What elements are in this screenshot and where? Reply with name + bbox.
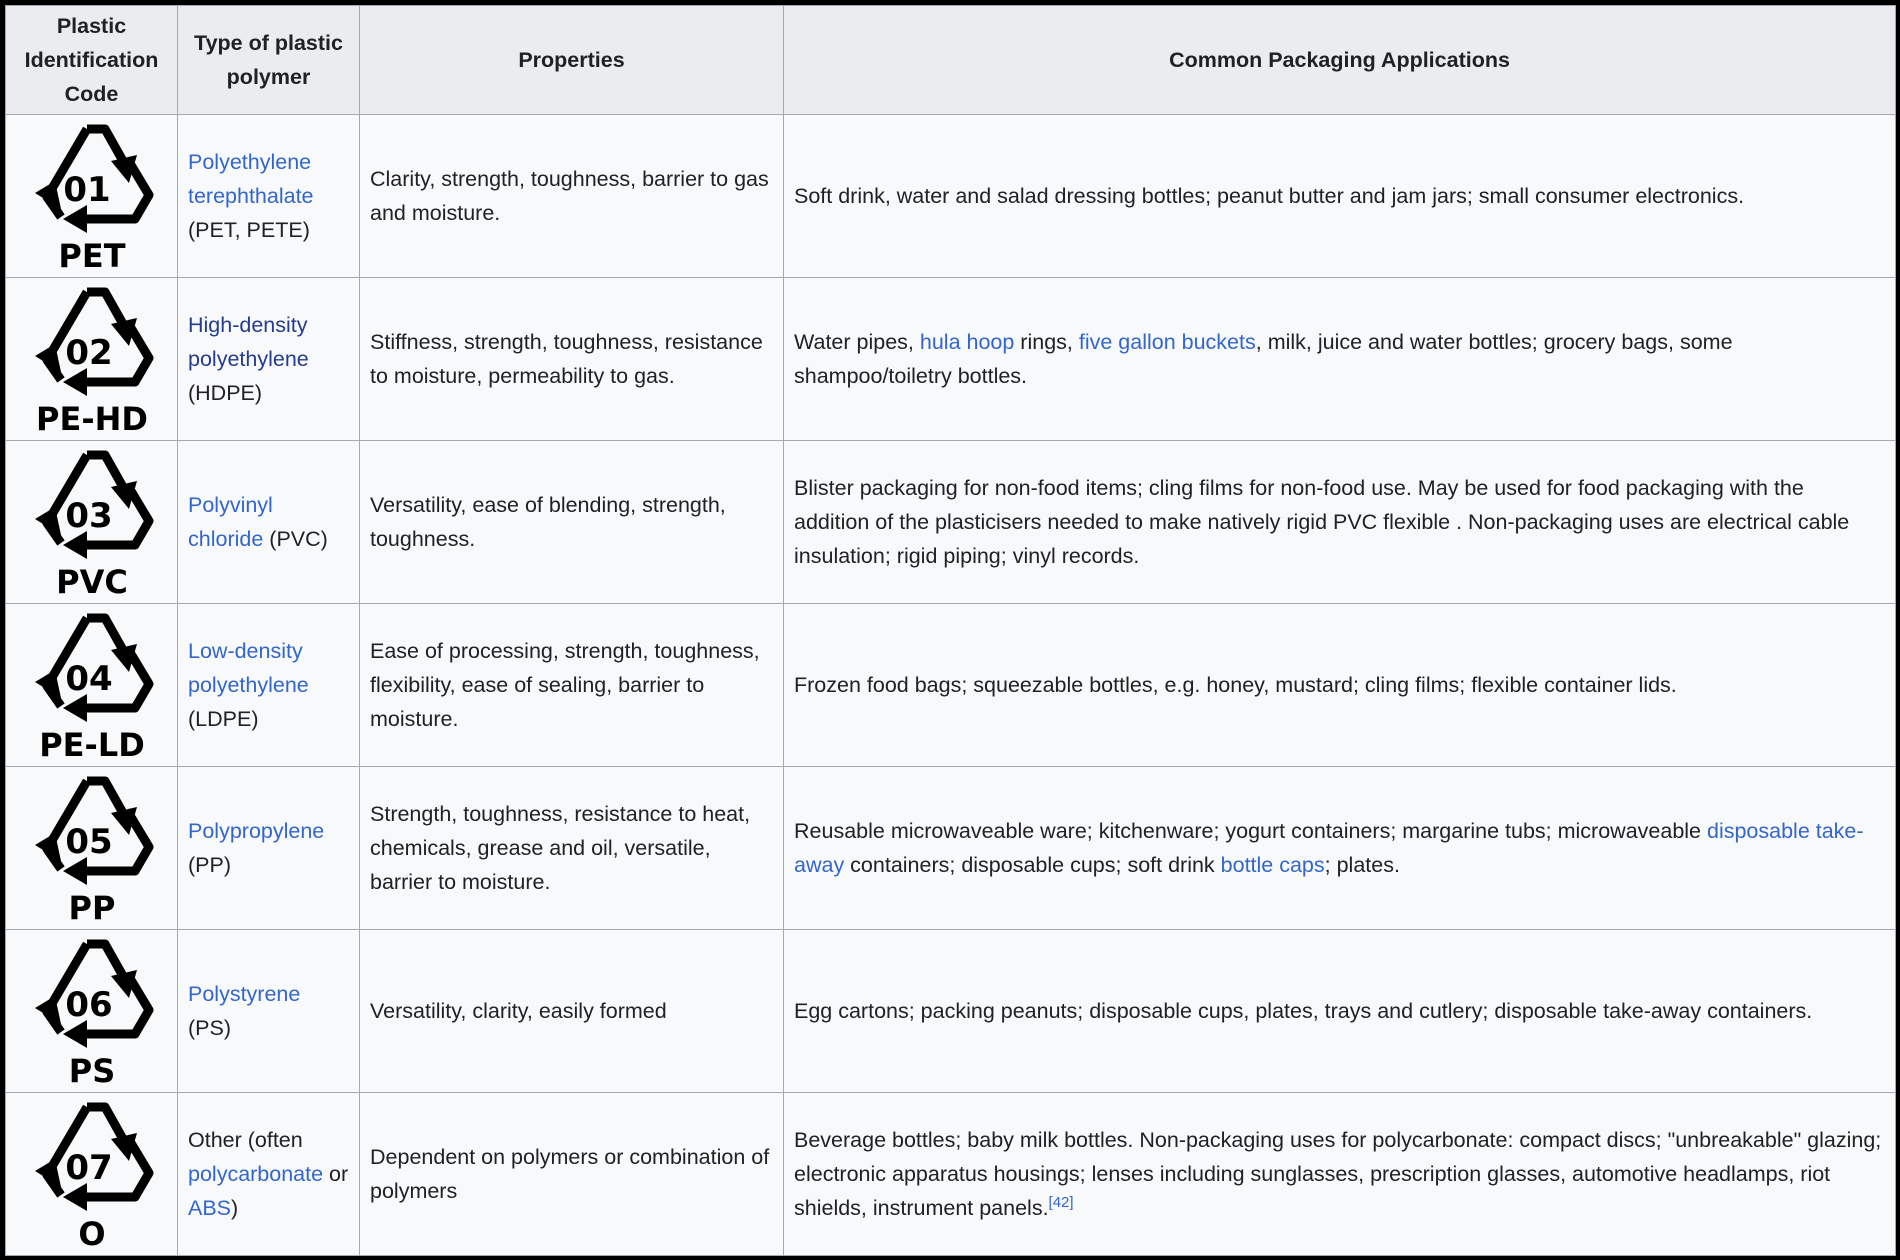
code-cell: [6, 441, 178, 604]
polymer-abbr: (PS): [188, 1016, 231, 1040]
applications-text: containers; disposable cups; soft drink: [844, 853, 1221, 877]
polymer-text: Other (often: [188, 1128, 303, 1152]
table-row: [6, 604, 1896, 767]
code-abbr: PS: [68, 1052, 115, 1086]
recycling-symbol-07-icon: [27, 1099, 157, 1249]
table-row: [6, 1093, 1896, 1256]
header-row: [6, 6, 1896, 115]
polymer-abbr: (LDPE): [188, 707, 259, 731]
code-cell: [6, 767, 178, 930]
code-cell: [6, 930, 178, 1093]
header-type: Type of plastic polymer: [178, 6, 360, 115]
table-frame: [5, 5, 1895, 1255]
applications-cell: Blister packaging for non-food items; cling films for non-food use. May be used for food packaging with the addition of the plasticisers needed to make natively rigid PVC flexible . Non-packaging uses are electrical cable insulation; rigid piping; vinyl records.: [784, 441, 1896, 604]
code-number: 04: [64, 659, 113, 699]
recycling-symbol-02-icon: [27, 284, 157, 434]
applications-text: Beverage bottles; baby milk bottles. Non-packaging uses for polycarbonate: compact discs; "unbreakable" glazing; electronic apparatus housings; lenses including sunglasses, prescription glasses, automotive headlamps, riot shields, instrument panels.: [794, 1128, 1882, 1220]
code-number: 05: [64, 822, 113, 862]
polymer-abbr: (PP): [188, 853, 231, 877]
properties-cell: Versatility, clarity, easily formed: [360, 930, 784, 1093]
applications-text: Water pipes,: [794, 330, 920, 354]
polymer-abbr: (PET, PETE): [188, 218, 310, 242]
plastic-codes-table: [5, 5, 1896, 1256]
header-properties: Properties: [360, 6, 784, 115]
recycling-symbol-03-icon: [27, 447, 157, 597]
code-number: 02: [64, 333, 113, 373]
code-abbr: PE-LD: [38, 726, 145, 760]
code-abbr: PVC: [55, 563, 128, 597]
properties-cell: Strength, toughness, resistance to heat, chemicals, grease and oil, versatile, barrier to moisture.: [360, 767, 784, 930]
polymer-abbr: (PVC): [269, 527, 328, 551]
header-code: Plastic Identification Code: [6, 6, 178, 115]
code-number: 07: [64, 1148, 113, 1188]
code-abbr: O: [77, 1215, 106, 1249]
applications-cell: Soft drink, water and salad dressing bottles; peanut butter and jam jars; small consumer electronics.: [784, 115, 1896, 278]
applications-text: Reusable microwaveable ware; kitchenware; yogurt containers; margarine tubs; microwaveable: [794, 819, 1707, 843]
recycling-symbol-06-icon: [27, 936, 157, 1086]
recycling-symbol-05-icon: [27, 773, 157, 923]
applications-cell: Frozen food bags; squeezable bottles, e.g. honey, mustard; cling films; flexible container lids.: [784, 604, 1896, 767]
properties-cell: Versatility, ease of blending, strength, toughness.: [360, 441, 784, 604]
disposable-take-away-link[interactable]: disposable take-away: [794, 819, 1864, 877]
code-number: 06: [64, 985, 113, 1025]
recycling-symbol-04-icon: [27, 610, 157, 760]
properties-cell: Ease of processing, strength, toughness, flexibility, ease of sealing, barrier to moisture.: [360, 604, 784, 767]
applications-cell: [784, 278, 1896, 441]
polymer-link[interactable]: Polyvinyl chloride: [188, 493, 273, 551]
type-cell: [178, 278, 360, 441]
polymer-link[interactable]: Polyethylene terephthalate: [188, 150, 314, 208]
polymer-link[interactable]: Low-density polyethylene: [188, 639, 309, 697]
code-cell: [6, 115, 178, 278]
properties-cell: Stiffness, strength, toughness, resistance to moisture, permeability to gas.: [360, 278, 784, 441]
polymer-link[interactable]: High-density polyethylene: [188, 313, 309, 371]
polymer-abbr: (HDPE): [188, 381, 263, 405]
code-number: 03: [64, 496, 113, 536]
type-cell: [178, 767, 360, 930]
abs-link[interactable]: ABS: [188, 1196, 232, 1220]
code-abbr: PE-HD: [35, 400, 148, 434]
type-cell: [178, 930, 360, 1093]
table-row: [6, 115, 1896, 278]
header-applications: Common Packaging Applications: [784, 6, 1896, 115]
polymer-link[interactable]: Polypropylene: [188, 819, 325, 843]
properties-cell: Dependent on polymers or combination of polymers: [360, 1093, 784, 1256]
type-cell: [178, 1093, 360, 1256]
code-cell: [6, 278, 178, 441]
properties-cell: Clarity, strength, toughness, barrier to gas and moisture.: [360, 115, 784, 278]
table-row: [6, 441, 1896, 604]
applications-cell: [784, 1093, 1896, 1256]
hula-hoop-link[interactable]: hula hoop: [919, 330, 1015, 354]
code-abbr: PP: [68, 889, 115, 923]
applications-text: , milk, juice and water bottles; grocery bags, some shampoo/toiletry bottles.: [794, 330, 1733, 388]
code-cell: [6, 1093, 178, 1256]
type-cell: [178, 115, 360, 278]
polycarbonate-link[interactable]: polycarbonate: [188, 1162, 324, 1186]
table-row: [6, 278, 1896, 441]
five-gallon-buckets-link[interactable]: five gallon buckets: [1078, 330, 1256, 354]
citation-link[interactable]: [42]: [1048, 1193, 1074, 1211]
polymer-text: ): [231, 1196, 239, 1220]
code-number: 01: [62, 170, 111, 210]
applications-cell: Egg cartons; packing peanuts; disposable cups, plates, trays and cutlery; disposable take-away containers.: [784, 930, 1896, 1093]
recycling-symbol-01-icon: [27, 121, 157, 271]
code-cell: [6, 604, 178, 767]
polymer-text: or: [323, 1162, 349, 1186]
code-abbr: PET: [57, 237, 126, 271]
bottle-caps-link[interactable]: bottle caps: [1220, 853, 1325, 877]
type-cell: [178, 441, 360, 604]
polymer-link[interactable]: Polystyrene: [188, 982, 301, 1006]
applications-text: ; plates.: [1324, 853, 1400, 877]
type-cell: [178, 604, 360, 767]
applications-cell: [784, 767, 1896, 930]
table-row: [6, 767, 1896, 930]
applications-text: rings,: [1014, 330, 1079, 354]
table-row: [6, 930, 1896, 1093]
